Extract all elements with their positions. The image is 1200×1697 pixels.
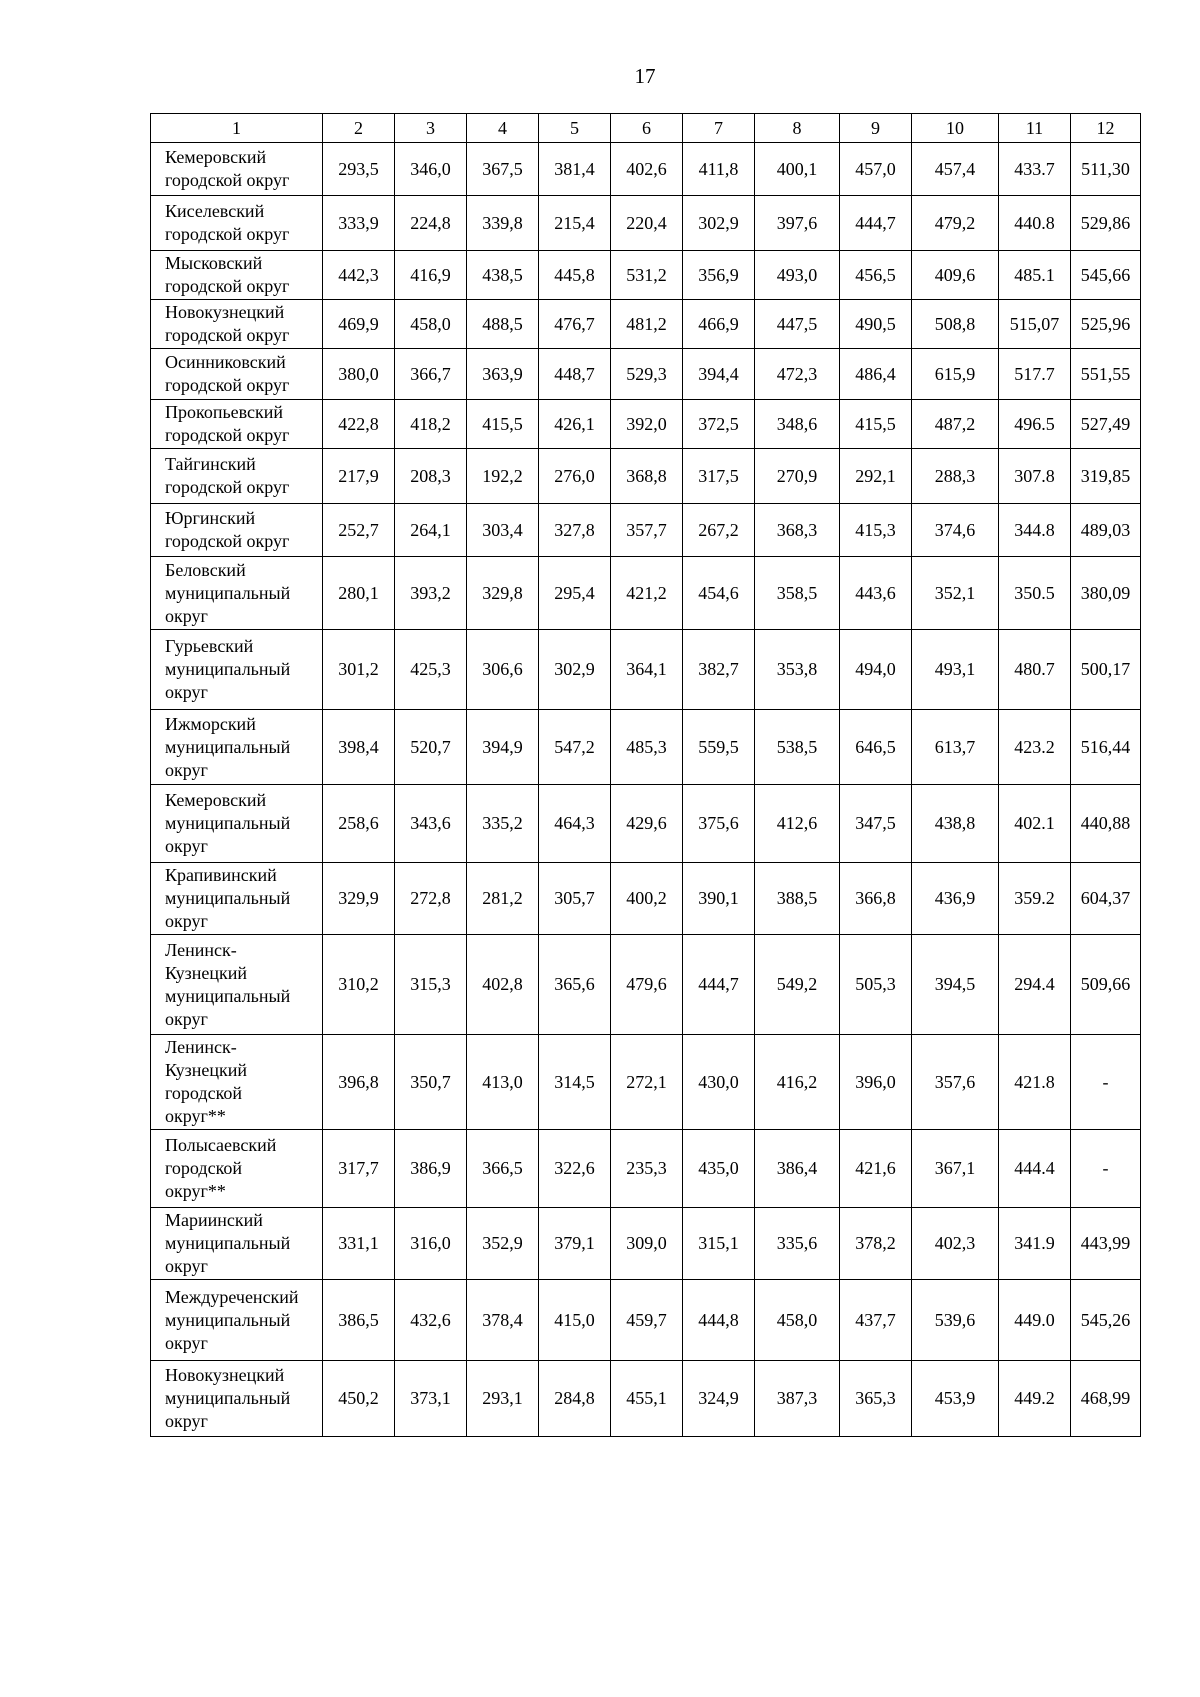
table-row (151, 400, 1141, 449)
value-cell: 442,3 (323, 251, 395, 300)
value-cell: 487,2 (912, 400, 999, 449)
value-cell: 448,7 (539, 349, 611, 400)
value-cell: 208,3 (395, 449, 467, 504)
value-cell: 339,8 (467, 196, 539, 251)
column-header: 11 (999, 114, 1071, 143)
value-cell: 378,2 (840, 1208, 912, 1280)
value-cell: - (1071, 1035, 1141, 1130)
table-row (151, 504, 1141, 557)
value-cell: 472,3 (755, 349, 840, 400)
value-cell: 490,5 (840, 300, 912, 349)
value-cell: 398,4 (323, 710, 395, 785)
value-cell: 454,6 (683, 557, 755, 630)
value-cell: 411,8 (683, 143, 755, 196)
value-cell: 302,9 (539, 630, 611, 710)
table-row (151, 863, 1141, 935)
column-header: 7 (683, 114, 755, 143)
value-cell: 415,5 (840, 400, 912, 449)
value-cell: 396,0 (840, 1035, 912, 1130)
value-cell: 294.4 (999, 935, 1071, 1035)
value-cell: 515,07 (999, 300, 1071, 349)
value-cell: 372,5 (683, 400, 755, 449)
value-cell: 378,4 (467, 1280, 539, 1361)
value-cell: 444,8 (683, 1280, 755, 1361)
value-cell: 344.8 (999, 504, 1071, 557)
value-cell: 402,6 (611, 143, 683, 196)
value-cell: 547,2 (539, 710, 611, 785)
value-cell: 350,7 (395, 1035, 467, 1130)
table-row (151, 449, 1141, 504)
table-row (151, 935, 1141, 1035)
value-cell: 505,3 (840, 935, 912, 1035)
table-row (151, 1361, 1141, 1437)
value-cell: 415,5 (467, 400, 539, 449)
value-cell: 464,3 (539, 785, 611, 863)
value-cell: 469,9 (323, 300, 395, 349)
value-cell: 525,96 (1071, 300, 1141, 349)
value-cell: 367,1 (912, 1130, 999, 1208)
value-cell: 281,2 (467, 863, 539, 935)
value-cell: 359.2 (999, 863, 1071, 935)
value-cell: 316,0 (395, 1208, 467, 1280)
value-cell: 386,5 (323, 1280, 395, 1361)
value-cell: 425,3 (395, 630, 467, 710)
municipality-name: Прокопьевский городской округ (151, 400, 323, 449)
value-cell: 531,2 (611, 251, 683, 300)
value-cell: 394,5 (912, 935, 999, 1035)
value-cell: 293,5 (323, 143, 395, 196)
value-cell: 413,0 (467, 1035, 539, 1130)
value-cell: 458,0 (395, 300, 467, 349)
value-cell: 315,3 (395, 935, 467, 1035)
value-cell: 280,1 (323, 557, 395, 630)
value-cell: 365,3 (840, 1361, 912, 1437)
value-cell: 366,8 (840, 863, 912, 935)
municipality-name: Осинниковский городской округ (151, 349, 323, 400)
value-cell: 488,5 (467, 300, 539, 349)
value-cell: 353,8 (755, 630, 840, 710)
value-cell: 402.1 (999, 785, 1071, 863)
value-cell: 436,9 (912, 863, 999, 935)
value-cell: 373,1 (395, 1361, 467, 1437)
value-cell: 284,8 (539, 1361, 611, 1437)
table-row (151, 300, 1141, 349)
value-cell: 368,8 (611, 449, 683, 504)
table-row (151, 196, 1141, 251)
table-row (151, 251, 1141, 300)
value-cell: 327,8 (539, 504, 611, 557)
column-header: 4 (467, 114, 539, 143)
value-cell: 485.1 (999, 251, 1071, 300)
value-cell: 350.5 (999, 557, 1071, 630)
value-cell: 440,88 (1071, 785, 1141, 863)
value-cell: 235,3 (611, 1130, 683, 1208)
municipality-name: Крапивинский муниципальный округ (151, 863, 323, 935)
column-header: 6 (611, 114, 683, 143)
value-cell: 272,8 (395, 863, 467, 935)
value-cell: 509,66 (1071, 935, 1141, 1035)
value-cell: 457,4 (912, 143, 999, 196)
value-cell: 302,9 (683, 196, 755, 251)
value-cell: 508,8 (912, 300, 999, 349)
value-cell: 258,6 (323, 785, 395, 863)
value-cell: 366,7 (395, 349, 467, 400)
municipality-name: Новокузнецкий городской округ (151, 300, 323, 349)
value-cell: 335,2 (467, 785, 539, 863)
value-cell: 493,1 (912, 630, 999, 710)
value-cell: 386,9 (395, 1130, 467, 1208)
value-cell: 352,9 (467, 1208, 539, 1280)
value-cell: 264,1 (395, 504, 467, 557)
value-cell: 421,2 (611, 557, 683, 630)
value-cell: 324,9 (683, 1361, 755, 1437)
column-header: 1 (151, 114, 323, 143)
value-cell: 438,8 (912, 785, 999, 863)
value-cell: 444,7 (683, 935, 755, 1035)
value-cell: 333,9 (323, 196, 395, 251)
table-row (151, 1208, 1141, 1280)
municipality-name: Беловский муниципальный округ (151, 557, 323, 630)
value-cell: 276,0 (539, 449, 611, 504)
table-row (151, 557, 1141, 630)
value-cell: 538,5 (755, 710, 840, 785)
municipality-name: Ижморский муниципальный округ (151, 710, 323, 785)
value-cell: 545,66 (1071, 251, 1141, 300)
value-cell: 357,7 (611, 504, 683, 557)
value-cell: 437,7 (840, 1280, 912, 1361)
value-cell: 615,9 (912, 349, 999, 400)
value-cell: 485,3 (611, 710, 683, 785)
value-cell: 314,5 (539, 1035, 611, 1130)
value-cell: 307.8 (999, 449, 1071, 504)
value-cell: - (1071, 1130, 1141, 1208)
table-row (151, 143, 1141, 196)
value-cell: 292,1 (840, 449, 912, 504)
value-cell: 390,1 (683, 863, 755, 935)
value-cell: 481,2 (611, 300, 683, 349)
value-cell: 402,3 (912, 1208, 999, 1280)
value-cell: 429,6 (611, 785, 683, 863)
value-cell: 306,6 (467, 630, 539, 710)
value-cell: 447,5 (755, 300, 840, 349)
value-cell: 489,03 (1071, 504, 1141, 557)
value-cell: 511,30 (1071, 143, 1141, 196)
value-cell: 426,1 (539, 400, 611, 449)
value-cell: 346,0 (395, 143, 467, 196)
value-cell: 455,1 (611, 1361, 683, 1437)
value-cell: 267,2 (683, 504, 755, 557)
value-cell: 450,2 (323, 1361, 395, 1437)
table-row (151, 710, 1141, 785)
value-cell: 545,26 (1071, 1280, 1141, 1361)
data-table (150, 113, 1141, 1437)
value-cell: 317,5 (683, 449, 755, 504)
value-cell: 400,2 (611, 863, 683, 935)
value-cell: 396,8 (323, 1035, 395, 1130)
municipality-name: Междуреченский муниципальный округ (151, 1280, 323, 1361)
value-cell: 422,8 (323, 400, 395, 449)
table-body (151, 143, 1141, 1437)
value-cell: 303,4 (467, 504, 539, 557)
value-cell: 343,6 (395, 785, 467, 863)
value-cell: 433.7 (999, 143, 1071, 196)
value-cell: 367,5 (467, 143, 539, 196)
value-cell: 379,1 (539, 1208, 611, 1280)
value-cell: 457,0 (840, 143, 912, 196)
value-cell: 293,1 (467, 1361, 539, 1437)
value-cell: 479,6 (611, 935, 683, 1035)
value-cell: 331,1 (323, 1208, 395, 1280)
value-cell: 449.2 (999, 1361, 1071, 1437)
value-cell: 393,2 (395, 557, 467, 630)
value-cell: 356,9 (683, 251, 755, 300)
table-row (151, 1280, 1141, 1361)
value-cell: 329,8 (467, 557, 539, 630)
value-cell: 443,6 (840, 557, 912, 630)
value-cell: 315,1 (683, 1208, 755, 1280)
value-cell: 551,55 (1071, 349, 1141, 400)
value-cell: 479,2 (912, 196, 999, 251)
value-cell: 438,5 (467, 251, 539, 300)
municipality-name: Кемеровский городской округ (151, 143, 323, 196)
value-cell: 466,9 (683, 300, 755, 349)
column-header: 9 (840, 114, 912, 143)
municipality-name: Ленинск- Кузнецкий муниципальный округ (151, 935, 323, 1035)
value-cell: 453,9 (912, 1361, 999, 1437)
value-cell: 529,86 (1071, 196, 1141, 251)
municipality-name: Полысаевский городской округ** (151, 1130, 323, 1208)
value-cell: 357,6 (912, 1035, 999, 1130)
column-header: 5 (539, 114, 611, 143)
value-cell: 352,1 (912, 557, 999, 630)
value-cell: 272,1 (611, 1035, 683, 1130)
value-cell: 432,6 (395, 1280, 467, 1361)
value-cell: 500,17 (1071, 630, 1141, 710)
value-cell: 444,7 (840, 196, 912, 251)
column-header: 10 (912, 114, 999, 143)
municipality-name: Ленинск- Кузнецкий городской округ** (151, 1035, 323, 1130)
value-cell: 382,7 (683, 630, 755, 710)
value-cell: 220,4 (611, 196, 683, 251)
value-cell: 394,9 (467, 710, 539, 785)
value-cell: 527,49 (1071, 400, 1141, 449)
value-cell: 305,7 (539, 863, 611, 935)
value-cell: 341.9 (999, 1208, 1071, 1280)
value-cell: 559,5 (683, 710, 755, 785)
table-row (151, 349, 1141, 400)
table-row (151, 1035, 1141, 1130)
value-cell: 496.5 (999, 400, 1071, 449)
value-cell: 646,5 (840, 710, 912, 785)
value-cell: 415,3 (840, 504, 912, 557)
value-cell: 380,0 (323, 349, 395, 400)
municipality-name: Кемеровский муниципальный округ (151, 785, 323, 863)
value-cell: 468,99 (1071, 1361, 1141, 1437)
value-cell: 516,44 (1071, 710, 1141, 785)
value-cell: 317,7 (323, 1130, 395, 1208)
municipality-name: Мысковский городской округ (151, 251, 323, 300)
value-cell: 549,2 (755, 935, 840, 1035)
value-cell: 386,4 (755, 1130, 840, 1208)
value-cell: 380,09 (1071, 557, 1141, 630)
value-cell: 421.8 (999, 1035, 1071, 1130)
value-cell: 374,6 (912, 504, 999, 557)
value-cell: 215,4 (539, 196, 611, 251)
value-cell: 347,5 (840, 785, 912, 863)
value-cell: 435,0 (683, 1130, 755, 1208)
value-cell: 224,8 (395, 196, 467, 251)
value-cell: 364,1 (611, 630, 683, 710)
value-cell: 310,2 (323, 935, 395, 1035)
value-cell: 445,8 (539, 251, 611, 300)
value-cell: 423.2 (999, 710, 1071, 785)
municipality-name: Тайгинский городской округ (151, 449, 323, 504)
value-cell: 335,6 (755, 1208, 840, 1280)
value-cell: 387,3 (755, 1361, 840, 1437)
value-cell: 520,7 (395, 710, 467, 785)
value-cell: 363,9 (467, 349, 539, 400)
value-cell: 613,7 (912, 710, 999, 785)
value-cell: 415,0 (539, 1280, 611, 1361)
value-cell: 322,6 (539, 1130, 611, 1208)
value-cell: 217,9 (323, 449, 395, 504)
value-cell: 388,5 (755, 863, 840, 935)
value-cell: 529,3 (611, 349, 683, 400)
value-cell: 430,0 (683, 1035, 755, 1130)
value-cell: 421,6 (840, 1130, 912, 1208)
value-cell: 604,37 (1071, 863, 1141, 935)
value-cell: 400,1 (755, 143, 840, 196)
value-cell: 192,2 (467, 449, 539, 504)
value-cell: 480.7 (999, 630, 1071, 710)
value-cell: 309,0 (611, 1208, 683, 1280)
column-header: 12 (1071, 114, 1141, 143)
value-cell: 476,7 (539, 300, 611, 349)
table-row (151, 785, 1141, 863)
value-cell: 397,6 (755, 196, 840, 251)
value-cell: 392,0 (611, 400, 683, 449)
municipality-name: Мариинский муниципальный округ (151, 1208, 323, 1280)
table-row (151, 630, 1141, 710)
column-header: 3 (395, 114, 467, 143)
value-cell: 409,6 (912, 251, 999, 300)
value-cell: 418,2 (395, 400, 467, 449)
table-row (151, 1130, 1141, 1208)
value-cell: 375,6 (683, 785, 755, 863)
value-cell: 440.8 (999, 196, 1071, 251)
column-header: 2 (323, 114, 395, 143)
value-cell: 416,2 (755, 1035, 840, 1130)
value-cell: 486,4 (840, 349, 912, 400)
value-cell: 458,0 (755, 1280, 840, 1361)
value-cell: 368,3 (755, 504, 840, 557)
value-cell: 449.0 (999, 1280, 1071, 1361)
page-number: 17 (634, 64, 656, 88)
value-cell: 416,9 (395, 251, 467, 300)
value-cell: 301,2 (323, 630, 395, 710)
value-cell: 459,7 (611, 1280, 683, 1361)
municipality-name: Юргинский городской округ (151, 504, 323, 557)
value-cell: 381,4 (539, 143, 611, 196)
value-cell: 443,99 (1071, 1208, 1141, 1280)
municipality-name: Киселевский городской округ (151, 196, 323, 251)
value-cell: 493,0 (755, 251, 840, 300)
value-cell: 348,6 (755, 400, 840, 449)
header-row (151, 114, 1141, 143)
value-cell: 295,4 (539, 557, 611, 630)
value-cell: 319,85 (1071, 449, 1141, 504)
value-cell: 402,8 (467, 935, 539, 1035)
value-cell: 358,5 (755, 557, 840, 630)
municipality-name: Новокузнецкий муниципальный округ (151, 1361, 323, 1437)
value-cell: 444.4 (999, 1130, 1071, 1208)
value-cell: 329,9 (323, 863, 395, 935)
value-cell: 517.7 (999, 349, 1071, 400)
value-cell: 494,0 (840, 630, 912, 710)
value-cell: 366,5 (467, 1130, 539, 1208)
column-header: 8 (755, 114, 840, 143)
value-cell: 270,9 (755, 449, 840, 504)
municipality-name: Гурьевский муниципальный округ (151, 630, 323, 710)
value-cell: 412,6 (755, 785, 840, 863)
value-cell: 252,7 (323, 504, 395, 557)
value-cell: 456,5 (840, 251, 912, 300)
value-cell: 288,3 (912, 449, 999, 504)
value-cell: 539,6 (912, 1280, 999, 1361)
value-cell: 365,6 (539, 935, 611, 1035)
value-cell: 394,4 (683, 349, 755, 400)
